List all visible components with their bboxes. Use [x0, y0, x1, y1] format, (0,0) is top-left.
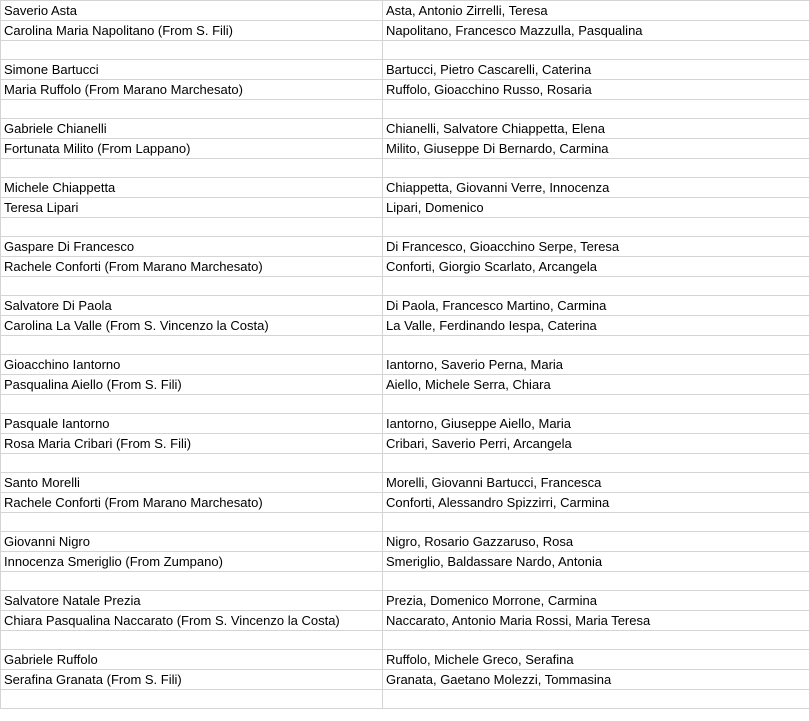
cell-person-name[interactable]: Gioacchino Iantorno [1, 355, 383, 375]
cell-person-name[interactable] [1, 454, 383, 473]
cell-person-name[interactable]: Rosa Maria Cribari (From S. Fili) [1, 434, 383, 454]
table-row [1, 454, 809, 473]
cell-person-name[interactable] [1, 631, 383, 650]
cell-person-name[interactable]: Innocenza Smeriglio (From Zumpano) [1, 552, 383, 572]
cell-parents[interactable]: Napolitano, Francesco Mazzulla, Pasqualina [383, 21, 809, 41]
table-row [1, 414, 809, 434]
cell-parents[interactable] [383, 572, 809, 591]
table-row [1, 218, 809, 237]
cell-parents[interactable]: Milito, Giuseppe Di Bernardo, Carmina [383, 139, 809, 159]
cell-person-name[interactable] [1, 395, 383, 414]
table-row [1, 611, 809, 631]
cell-person-name[interactable] [1, 572, 383, 591]
cell-person-name[interactable]: Maria Ruffolo (From Marano Marchesato) [1, 80, 383, 100]
table-row [1, 591, 809, 611]
table-row [1, 178, 809, 198]
table-row [1, 21, 809, 41]
table-row [1, 1, 809, 21]
cell-person-name[interactable]: Salvatore Natale Prezia [1, 591, 383, 611]
table-row [1, 375, 809, 395]
table-row [1, 572, 809, 591]
table-row [1, 631, 809, 650]
cell-person-name[interactable]: Rachele Conforti (From Marano Marchesato) [1, 257, 383, 277]
table-row [1, 277, 809, 296]
cell-parents[interactable]: Conforti, Giorgio Scarlato, Arcangela [383, 257, 809, 277]
cell-person-name[interactable] [1, 159, 383, 178]
cell-parents[interactable]: Iantorno, Giuseppe Aiello, Maria [383, 414, 809, 434]
cell-parents[interactable] [383, 277, 809, 296]
cell-parents[interactable]: Chianelli, Salvatore Chiappetta, Elena [383, 119, 809, 139]
cell-parents[interactable] [383, 41, 809, 60]
cell-person-name[interactable]: Carolina Maria Napolitano (From S. Fili) [1, 21, 383, 41]
table-row [1, 355, 809, 375]
table-row [1, 670, 809, 690]
cell-parents[interactable]: Ruffolo, Gioacchino Russo, Rosaria [383, 80, 809, 100]
cell-parents[interactable]: Morelli, Giovanni Bartucci, Francesca [383, 473, 809, 493]
cell-parents[interactable]: La Valle, Ferdinando Iespa, Caterina [383, 316, 809, 336]
cell-person-name[interactable]: Carolina La Valle (From S. Vincenzo la Costa) [1, 316, 383, 336]
cell-parents[interactable]: Naccarato, Antonio Maria Rossi, Maria Teresa [383, 611, 809, 631]
cell-person-name[interactable]: Pasquale Iantorno [1, 414, 383, 434]
cell-person-name[interactable]: Saverio Asta [1, 1, 383, 21]
cell-parents[interactable] [383, 100, 809, 119]
table-row [1, 650, 809, 670]
cell-person-name[interactable]: Serafina Granata (From S. Fili) [1, 670, 383, 690]
table-row [1, 41, 809, 60]
cell-parents[interactable]: Aiello, Michele Serra, Chiara [383, 375, 809, 395]
table-row [1, 198, 809, 218]
table-row [1, 80, 809, 100]
table-row [1, 532, 809, 552]
table-row [1, 513, 809, 532]
table-row [1, 159, 809, 178]
cell-person-name[interactable] [1, 277, 383, 296]
table-row [1, 395, 809, 414]
cell-parents[interactable] [383, 395, 809, 414]
table-row [1, 336, 809, 355]
cell-person-name[interactable]: Michele Chiappetta [1, 178, 383, 198]
cell-parents[interactable]: Asta, Antonio Zirrelli, Teresa [383, 1, 809, 21]
cell-person-name[interactable]: Gabriele Chianelli [1, 119, 383, 139]
cell-person-name[interactable] [1, 336, 383, 355]
cell-person-name[interactable]: Gaspare Di Francesco [1, 237, 383, 257]
cell-parents[interactable]: Smeriglio, Baldassare Nardo, Antonia [383, 552, 809, 572]
cell-person-name[interactable]: Giovanni Nigro [1, 532, 383, 552]
table-row [1, 690, 809, 709]
cell-parents[interactable]: Iantorno, Saverio Perna, Maria [383, 355, 809, 375]
cell-parents[interactable]: Di Francesco, Gioacchino Serpe, Teresa [383, 237, 809, 257]
cell-person-name[interactable]: Fortunata Milito (From Lappano) [1, 139, 383, 159]
cell-parents[interactable]: Conforti, Alessandro Spizzirri, Carmina [383, 493, 809, 513]
table-row [1, 139, 809, 159]
table-row [1, 237, 809, 257]
cell-parents[interactable]: Chiappetta, Giovanni Verre, Innocenza [383, 178, 809, 198]
cell-parents[interactable] [383, 218, 809, 237]
table-row [1, 60, 809, 80]
cell-parents[interactable] [383, 690, 809, 709]
table-row [1, 434, 809, 454]
cell-parents[interactable]: Di Paola, Francesco Martino, Carmina [383, 296, 809, 316]
cell-parents[interactable]: Prezia, Domenico Morrone, Carmina [383, 591, 809, 611]
cell-person-name[interactable] [1, 100, 383, 119]
cell-parents[interactable]: Lipari, Domenico [383, 198, 809, 218]
cell-person-name[interactable]: Santo Morelli [1, 473, 383, 493]
table-row [1, 473, 809, 493]
table-row [1, 316, 809, 336]
cell-person-name[interactable] [1, 690, 383, 709]
table-row [1, 119, 809, 139]
cell-parents[interactable]: Bartucci, Pietro Cascarelli, Caterina [383, 60, 809, 80]
cell-person-name[interactable]: Simone Bartucci [1, 60, 383, 80]
cell-person-name[interactable]: Pasqualina Aiello (From S. Fili) [1, 375, 383, 395]
cell-parents[interactable]: Cribari, Saverio Perri, Arcangela [383, 434, 809, 454]
cell-person-name[interactable]: Teresa Lipari [1, 198, 383, 218]
cell-parents[interactable] [383, 454, 809, 473]
cell-parents[interactable] [383, 159, 809, 178]
table-row [1, 100, 809, 119]
table-row [1, 296, 809, 316]
cell-person-name[interactable]: Salvatore Di Paola [1, 296, 383, 316]
cell-person-name[interactable]: Chiara Pasqualina Naccarato (From S. Vincenzo la Costa) [1, 611, 383, 631]
cell-person-name[interactable]: Gabriele Ruffolo [1, 650, 383, 670]
cell-parents[interactable]: Ruffolo, Michele Greco, Serafina [383, 650, 809, 670]
cell-person-name[interactable] [1, 513, 383, 532]
cell-person-name[interactable]: Rachele Conforti (From Marano Marchesato) [1, 493, 383, 513]
cell-person-name[interactable] [1, 41, 383, 60]
table-row [1, 493, 809, 513]
spreadsheet-body [1, 1, 809, 709]
cell-parents[interactable] [383, 631, 809, 650]
cell-person-name[interactable] [1, 218, 383, 237]
cell-parents[interactable] [383, 336, 809, 355]
table-row [1, 552, 809, 572]
cell-parents[interactable]: Granata, Gaetano Molezzi, Tommasina [383, 670, 809, 690]
table-row [1, 257, 809, 277]
cell-parents[interactable]: Nigro, Rosario Gazzaruso, Rosa [383, 532, 809, 552]
cell-parents[interactable] [383, 513, 809, 532]
